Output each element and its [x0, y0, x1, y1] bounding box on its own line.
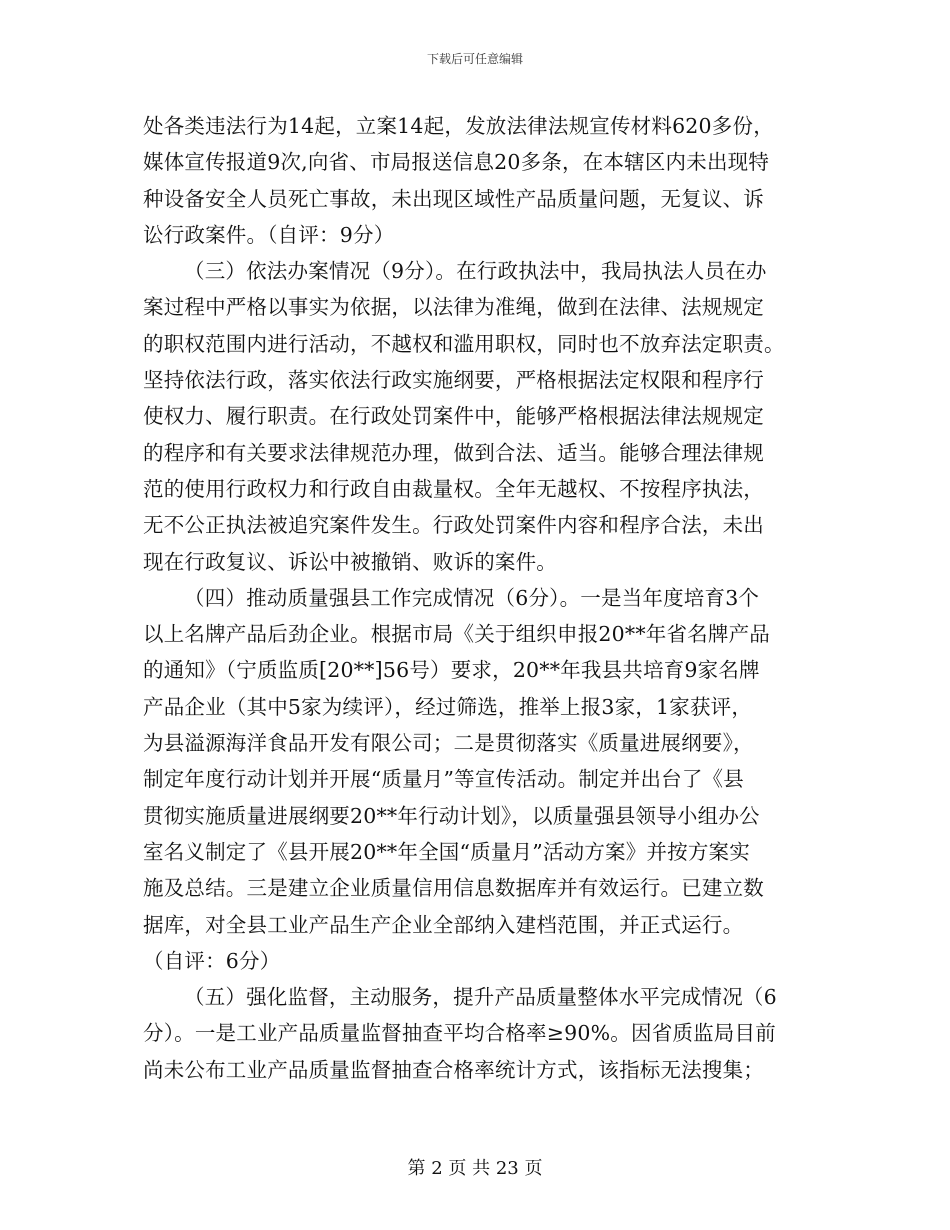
text-line: （自评：6分）: [143, 948, 281, 973]
text-line: 的职权范围内进行活动，不越权和滥用职权，同时也不放弃法定职责。: [143, 331, 785, 356]
text-line: 使权力、履行职责。在行政处罚案件中，能够严格根据法律法规规定: [143, 404, 764, 429]
document-body: [143, 108, 823, 1088]
text-line: 的通知》（宁质监质[20**]56号）要求，20**年我县共培育9家名牌: [143, 658, 760, 683]
text-line: 种设备安全人员死亡事故，未出现区域性产品质量问题，无复议、诉: [143, 186, 764, 211]
page-header-note: 下载后可任意编辑: [426, 52, 523, 66]
text-line: 案过程中严格以事实为依据，以法律为准绳，做到在法律、法规规定: [143, 295, 764, 320]
text-line: 产品企业（其中5家为续评），经过筛选，推举上报3家，1家获评，: [143, 694, 753, 719]
text-line: 以上名牌产品后劲企业。根据市局《关于组织申报20**年省名牌产品: [143, 622, 770, 647]
section-five-heading-line: （五）强化监督，主动服务，提升产品质量整体水平完成情况（6: [184, 985, 777, 1010]
text-line: 坚持依法行政，落实依法行政实施纲要，严格根据法定权限和程序行: [143, 368, 764, 393]
text-line: 处各类违法行为14起，立案14起，发放法律法规宣传材料620多份，: [143, 114, 774, 138]
text-line: 尚未公布工业产品质量监督抽查合格率统计方式，该指标无法搜集；: [143, 1057, 764, 1082]
text-line: 据库，对全县工业产品生产企业全部纳入建档范围，并正式运行。: [143, 912, 744, 937]
text-line: 贯彻实施质量进展纲要20**年行动计划》，以质量强县领导小组办公: [143, 803, 760, 828]
text-line: 分）。一是工业产品质量监督抽查平均合格率≥90%。因省质监局目前: [143, 1021, 776, 1046]
text-line: 的程序和有关要求法律规范办理，做到合法、适当。能够合理法律规: [143, 440, 764, 465]
text-line: 无不公正执法被追究案件发生。行政处罚案件内容和程序合法，未出: [143, 513, 764, 538]
text-line: 为县溢源海洋食品开发有限公司；二是贯彻落实《质量进展纲要》，: [143, 731, 754, 756]
text-line: 范的使用行政权力和行政自由裁量权。全年无越权、不按程序执法，: [143, 476, 764, 501]
page-number-footer: 第 2 页 共 23 页: [407, 1158, 543, 1179]
text-line: 制定年度行动计划并开展“质量月”等宣传活动。制定并出台了《县: [143, 767, 744, 792]
section-four-heading-line: （四）推动质量强县工作完成情况（6分）。一是当年度培育3个: [184, 585, 760, 610]
text-line: 讼行政案件。（自评：9分）: [143, 222, 395, 247]
text-line: 施及总结。三是建立企业质量信用信息数据库并有效运行。已建立数: [143, 876, 764, 901]
text-line: 室名义制定了《县开展20**年全国“质量月”活动方案》并按方案实: [143, 839, 750, 864]
text-line: 媒体宣传报道9次,向省、市局报送信息20多条，在本辖区内未出现特: [143, 150, 770, 175]
text-line: 现在行政复议、诉讼中被撤销、败诉的案件。: [143, 549, 557, 574]
section-three-heading-line: （三）依法办案情况（9分）。在行政执法中，我局执法人员在办: [184, 259, 767, 284]
